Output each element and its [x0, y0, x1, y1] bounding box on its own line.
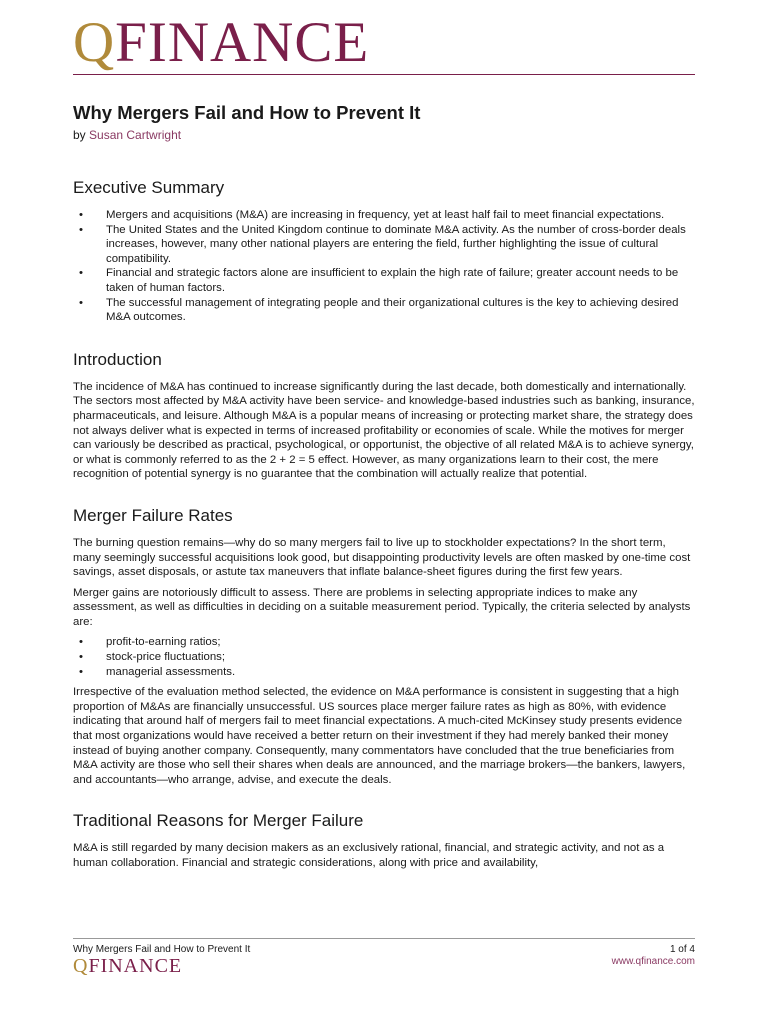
logo-finance: FINANCE: [115, 11, 370, 74]
traditional-reasons-paragraph: M&A is still regarded by many decision makers as an exclusively rational, financial, and strategic activity, and not as a human collaboration. Financial and strategic considerations, along with price and availability,: [73, 842, 665, 869]
footer-logo-finance: FINANCE: [88, 955, 183, 977]
failure-rates-paragraph-3: Irrespective of the evaluation method selected, the evidence on M&A performance is consistent in suggesting that a high proportion of M&As are financially unsuccessful. US sources place merger failure rates as high as 80%, with evidence indicating that around half of mergers fail to meet financial expectations. A much-cited McKinsey study presents evidence that most organizations would have received a better return on their investment if they had merely banked their money instead of buying another company. Consequently, many commentators have concluded that the true beneficiaries from M&A activity are those who sell their shares when deals are announced, and the marriage brokers—the bankers, lawyers, and accountants—who arrange, advise, and execute the deals.: [73, 686, 686, 786]
criteria-list: [73, 635, 695, 679]
footer-logo[interactable]: [73, 956, 182, 976]
list-item: • profit-to-earning ratios;: [79, 636, 221, 649]
list-item: • stock-price fluctuations;: [79, 651, 226, 664]
introduction-paragraph: The incidence of M&A has continued to increase significantly during the last decade, both domestically and internationally. The sectors most affected by M&A activity have been service- and knowledge-based industries such as banking, insurance, pharmaceuticals, and leisure. Although M&A is a popular means of increasing or protecting market share, the strategy does not always deliver what is expected in terms of increased profitability or economies of scale. While the motives for merger can variously be described as practical, psychological, or opportunist, the objective of all related M&A is to achieve synergy, or what is commonly referred to as the 2 + 2 = 5 effect. However, as many organizations learn to their cost, the mere recognition of potential synergy is no guarantee that the combination will actually realize that potential.: [73, 380, 695, 481]
executive-summary-list: [73, 208, 695, 325]
failure-rates-paragraph-1: The burning question remains—why do so many mergers fail to live up to stockholder expectations? In the short term, many seemingly successful acquisitions look good, but disappointing productivity levels are often masked by one-time cost savings, asset disposals, or astute tax maneuvers that inflate balance-sheet figures during the first few years.: [73, 536, 691, 579]
failure-rates-heading: Merger Failure Rates: [73, 505, 233, 525]
website-link[interactable]: www.qfinance.com: [611, 956, 695, 967]
footer-logo-q: Q: [73, 955, 89, 977]
footer-title: Why Mergers Fail and How to Prevent It: [73, 944, 251, 955]
list-item: • Mergers and acquisitions (M&A) are increasing in frequency, yet at least half fail to meet financial expectations.: [79, 209, 665, 221]
page-number: 1 of 4: [669, 944, 695, 955]
article-body: [73, 100, 695, 871]
header-divider: [73, 74, 695, 75]
qfinance-logo[interactable]: [73, 11, 370, 74]
list-item: • The United States and the United Kingdom continue to dominate M&A activity. As the number of cross-border deals increases, however, many other national players are entering the field, further highlighting the issue of cultural compatibility.: [79, 223, 686, 265]
byline-prefix: by: [73, 128, 86, 142]
introduction-heading: Introduction: [73, 349, 162, 369]
list-item: • managerial assessments.: [79, 665, 236, 678]
executive-summary-heading: Executive Summary: [73, 178, 225, 197]
failure-rates-paragraph-2: Merger gains are notoriously difficult to assess. There are problems in selecting appropriate indices to make any assessment, as well as difficulties in deciding on a suitable measurement period. Typically, the criteria selected by analysts are:: [73, 586, 691, 628]
document-page: [73, 0, 695, 1024]
author-link[interactable]: Susan Cartwright: [89, 128, 182, 142]
traditional-reasons-heading: Traditional Reasons for Merger Failure: [73, 811, 364, 831]
footer-divider: [73, 938, 695, 939]
article-title: Why Mergers Fail and How to Prevent It: [73, 102, 421, 123]
logo-q: Q: [73, 11, 116, 74]
list-item: • Financial and strategic factors alone are insufficient to explain the high rate of failure; greater account needs to be taken of human factors.: [79, 267, 679, 294]
list-item: • The successful management of integrating people and their organizational cultures is the key to achieving desired M&A outcomes.: [79, 296, 679, 324]
byline: [73, 128, 695, 143]
